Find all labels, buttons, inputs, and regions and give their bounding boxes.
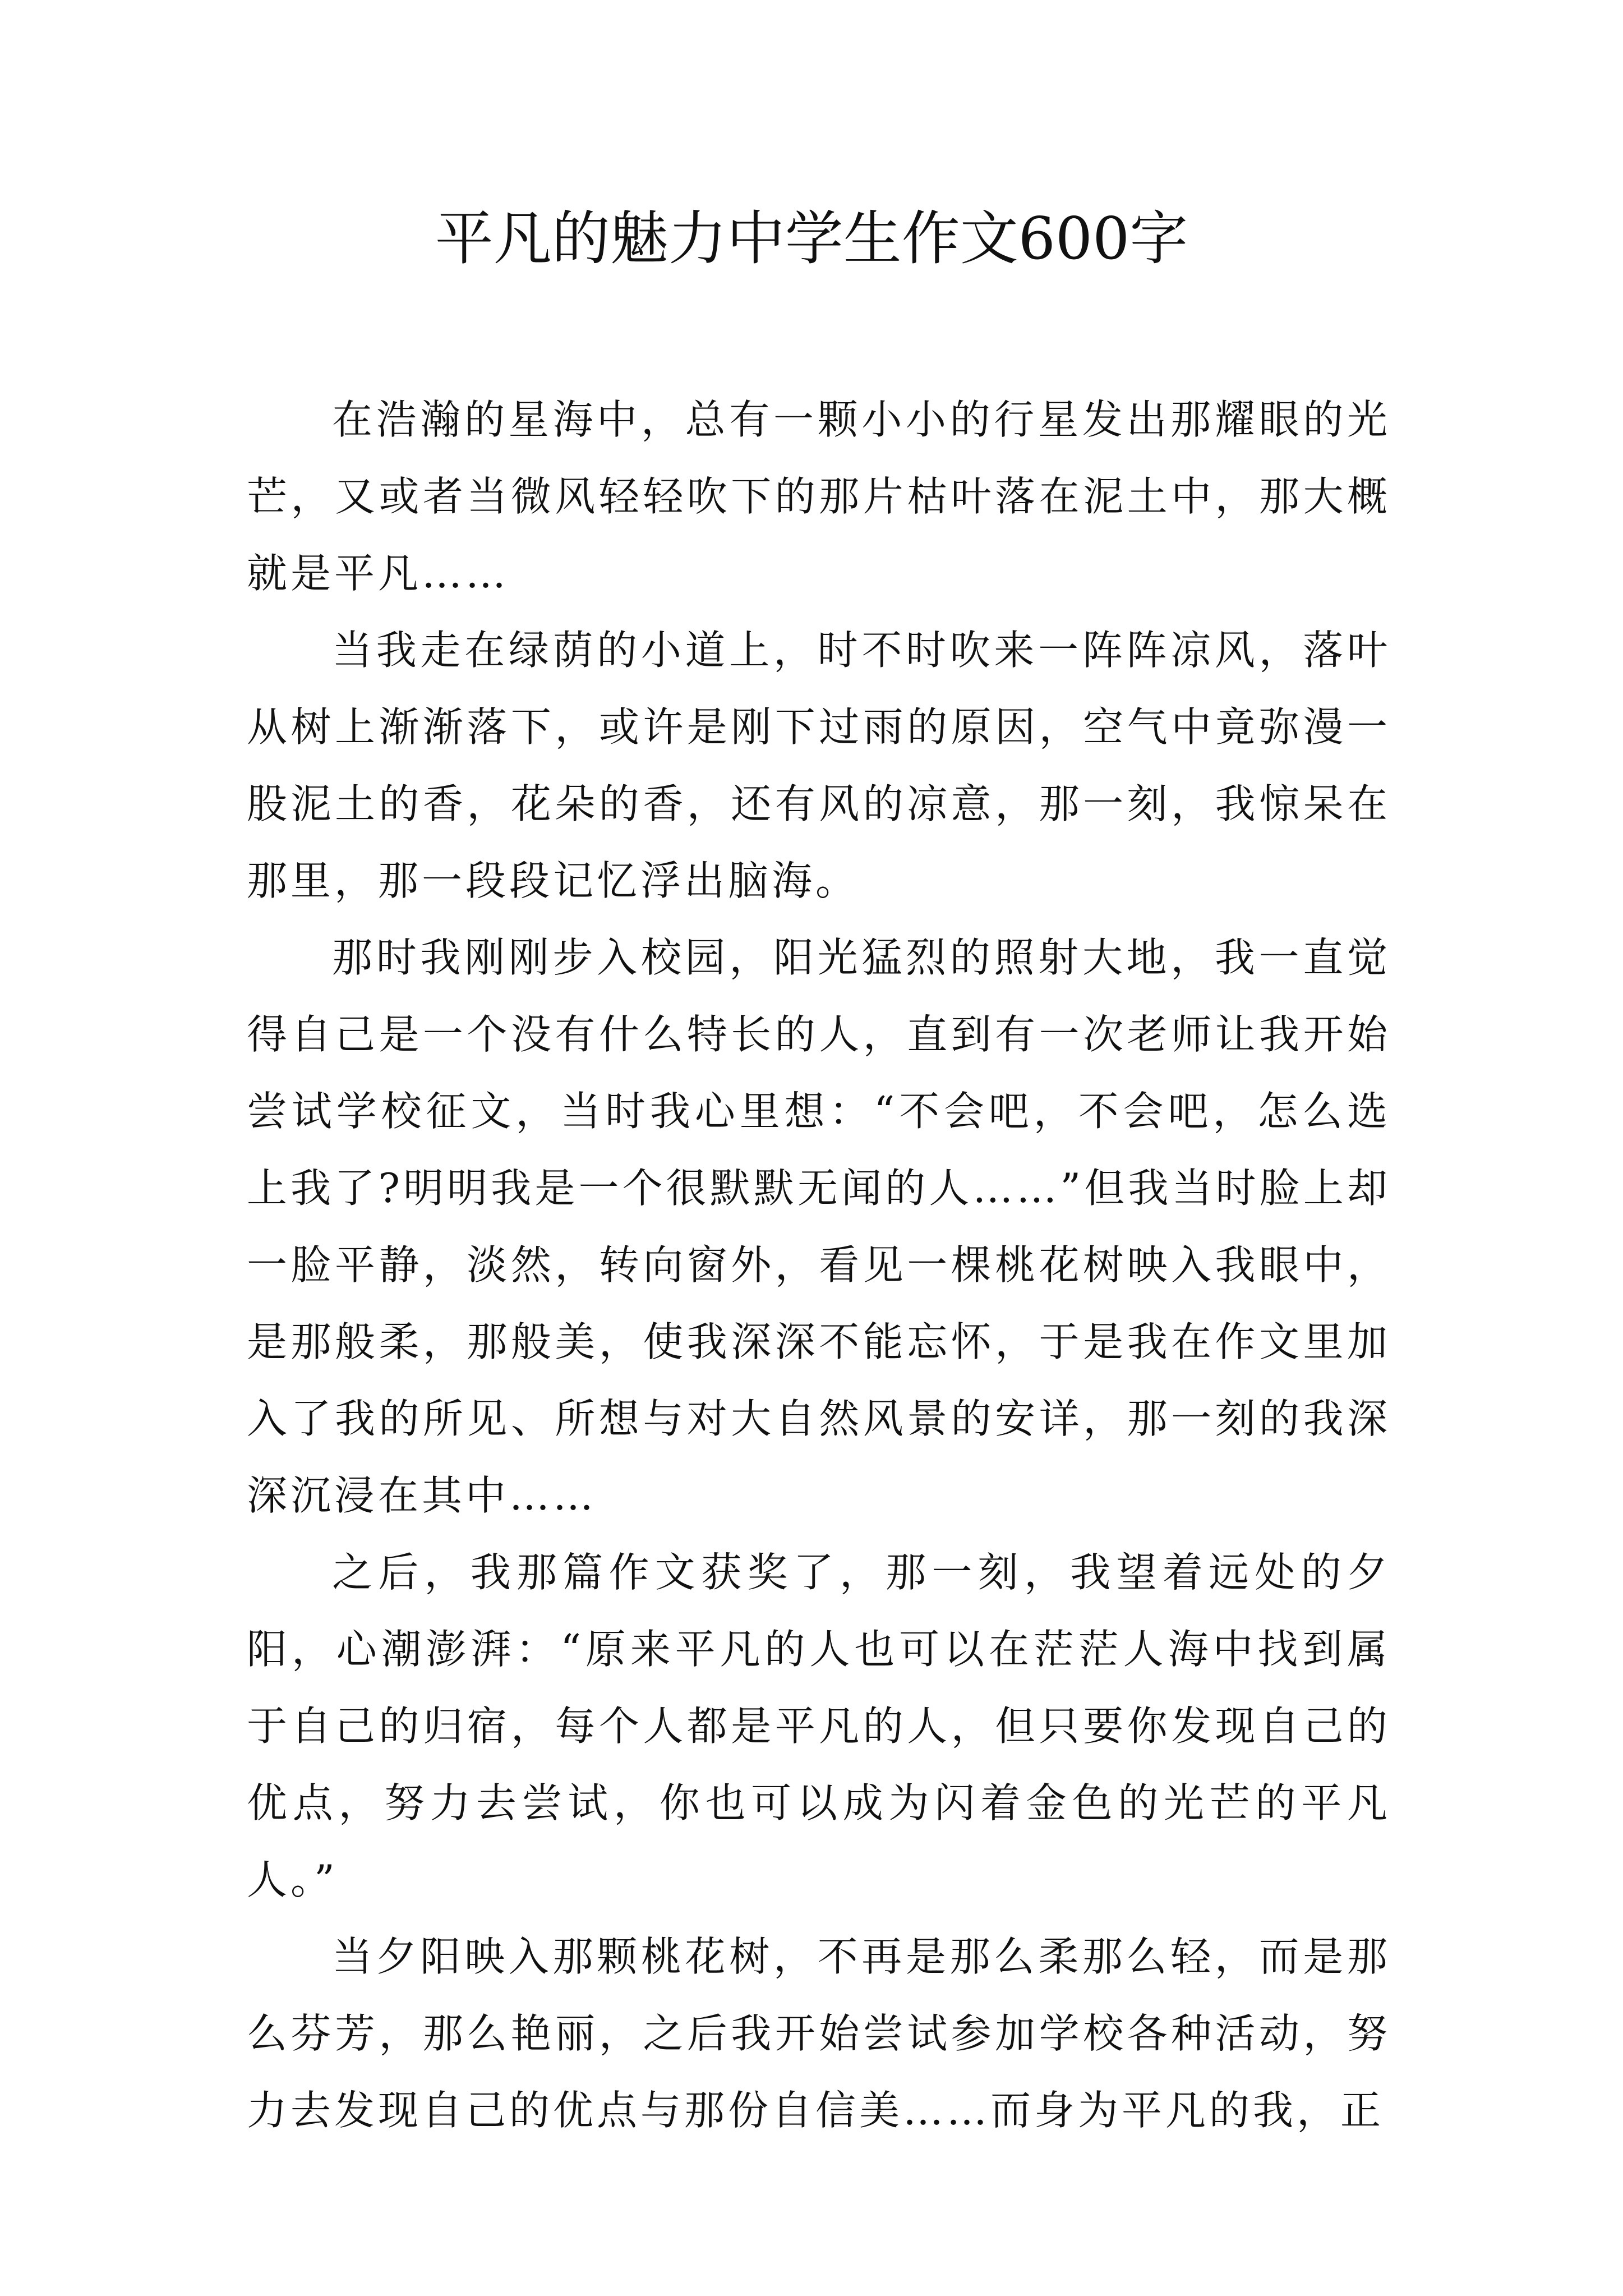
document-body <box>247 381 1391 2149</box>
paragraph-5: 当夕阳映入那颗桃花树，不再是那么柔那么轻，而是那么芬芳，那么艳丽，之后我开始尝试参加学校各种活动，努力去发现自己的优点与那份自信美……而身为平凡的我，正 <box>247 1933 1391 2134</box>
document-title: 平凡的魅力中学生作文600字 <box>435 204 1188 273</box>
paragraph-3: 那时我刚刚步入校园，阳光猛烈的照射大地，我一直觉得自己是一个没有什么特长的人，直到有一次老师让我开始尝试学校征文，当时我心里想：“不会吧，不会吧，怎么选上我了?明明我是一个很默默无闻的人……”但我当时脸上却一脸平静，淡然，转向窗外，看见一棵桃花树映入我眼中，是那般柔，那般美，使我深深不能忘怀，于是我在作文里加入了我的所见、所想与对大自然风景的安详，那一刻的我深深沉浸在其中…… <box>247 934 1391 1519</box>
paragraph-1: 在浩瀚的星海中，总有一颗小小的行星发出那耀眼的光芒，又或者当微风轻轻吹下的那片枯叶落在泥土中，那大概就是平凡…… <box>247 396 1391 597</box>
paragraph-4: 之后，我那篇作文获奖了，那一刻，我望着远处的夕阳，心潮澎湃：“原来平凡的人也可以在茫茫人海中找到属于自己的归宿，每个人都是平凡的人，但只要你发现自己的优点，努力去尝试，你也可以成为闪着金色的光芒的平凡人。” <box>247 1549 1391 1903</box>
paragraph-2: 当我走在绿荫的小道上，时不时吹来一阵阵凉风，落叶从树上渐渐落下，或许是刚下过雨的原因，空气中竟弥漫一股泥土的香，花朵的香，还有风的凉意，那一刻，我惊呆在那里，那一段段记忆浮出脑海。 <box>247 627 1391 904</box>
